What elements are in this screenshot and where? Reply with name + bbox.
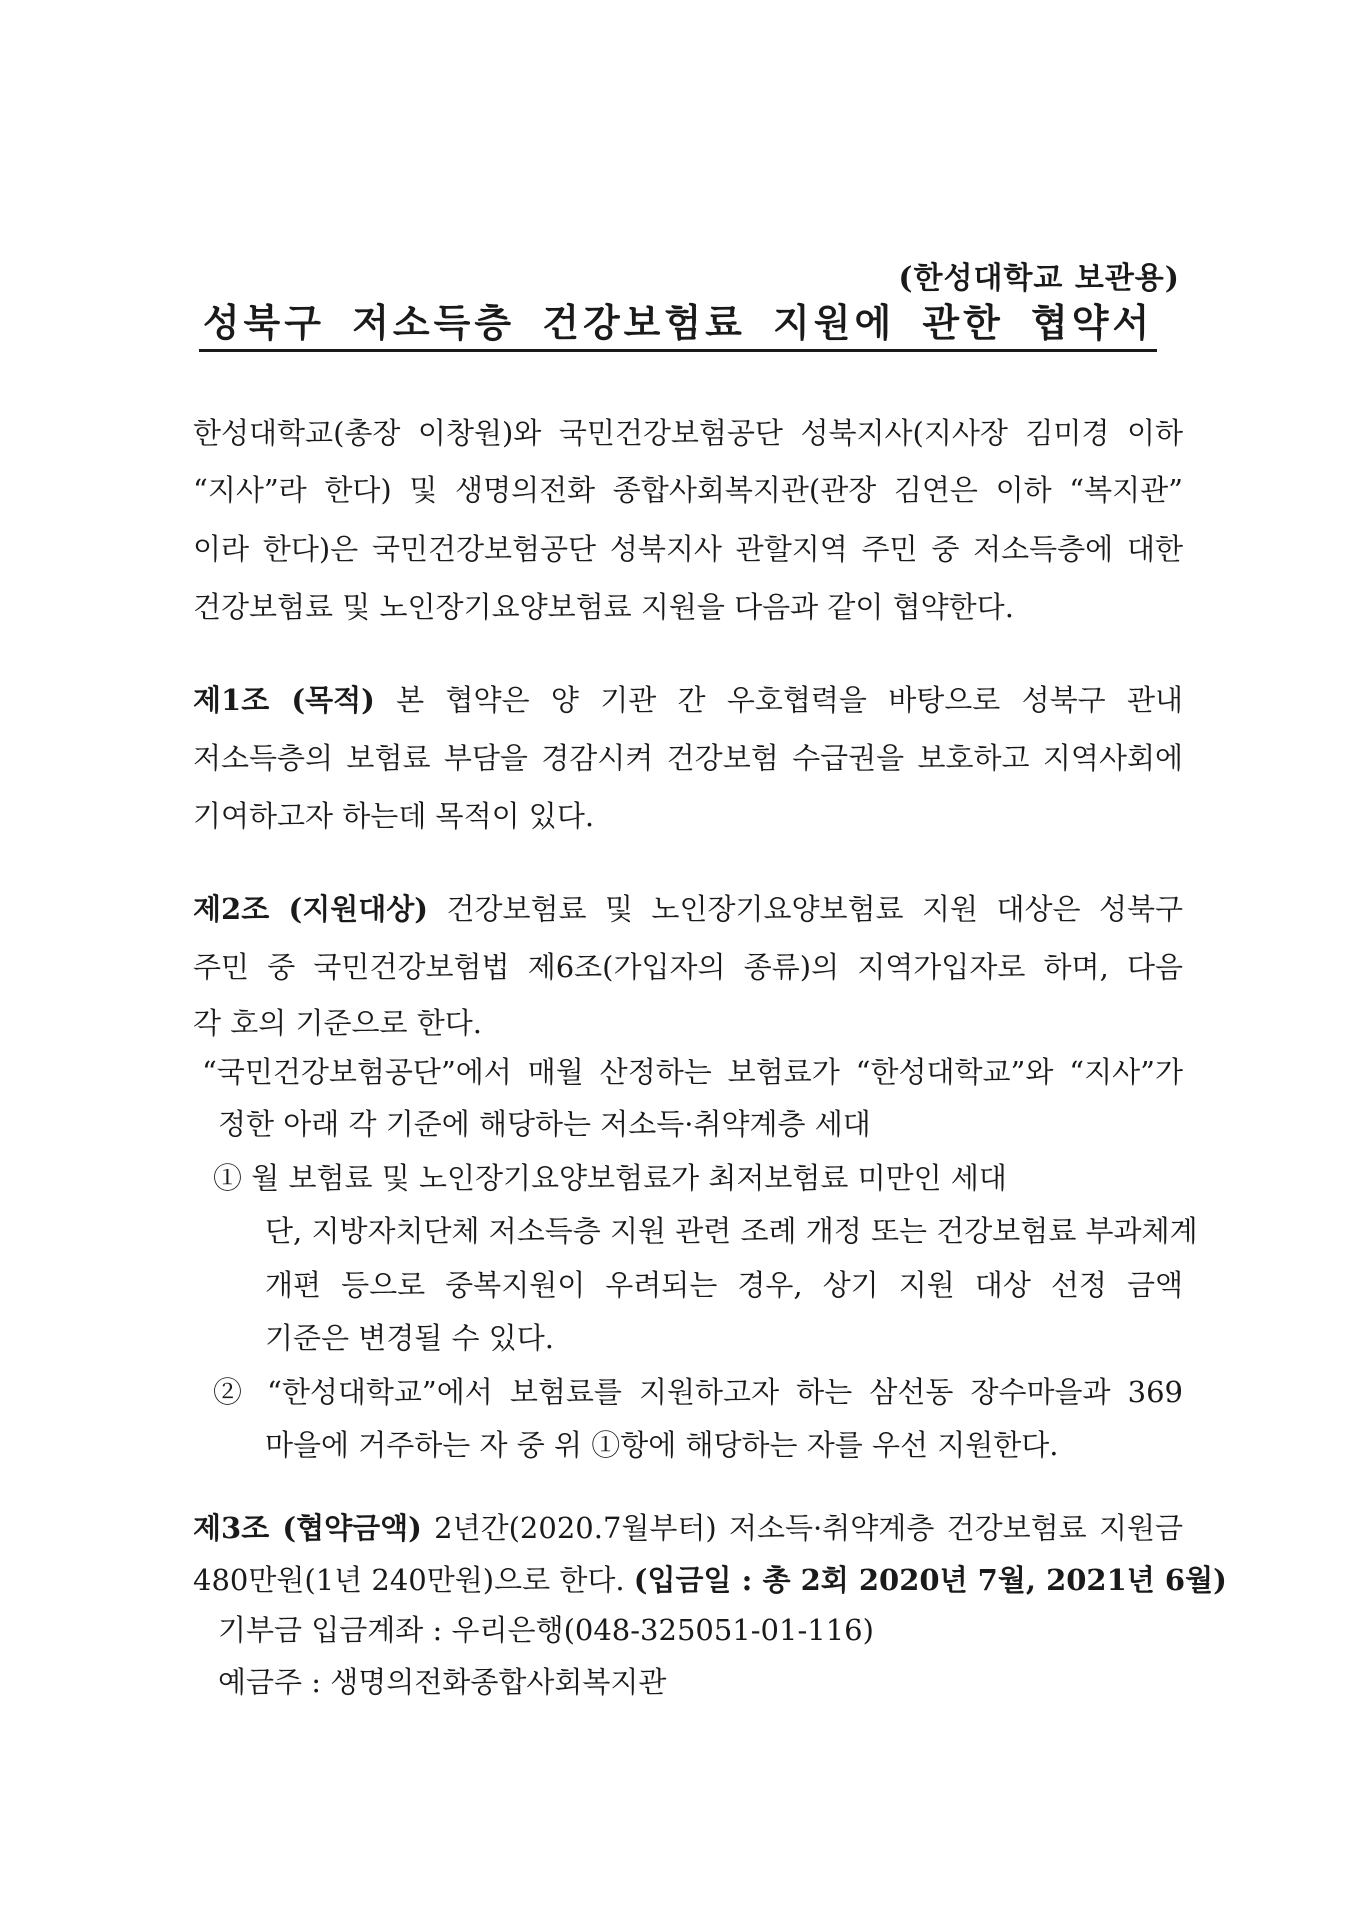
article3-heading: 제3조 (협약금액) <box>193 1511 422 1545</box>
article3-line-1-text: 2년간(2020.7월부터) 저소득·취약계층 건강보험료 지원금 <box>421 1511 1183 1545</box>
item1-sub-line-1: 단, 지방자치단체 저소득층 지원 관련 조례 개정 또는 건강보험료 부과체계 <box>265 1214 1198 1248</box>
article2-criteria-line-1: “국민건강보험공단”에서 매월 산정하는 보험료가 “한성대학교”와 “지사”가 <box>202 1055 1183 1089</box>
preamble-line-3: 이라 한다)은 국민건강보험공단 성북지사 관할지역 주민 중 저소득층에 대한 <box>193 532 1183 566</box>
article3-amount-text: 480만원(1년 240만원)으로 한다. <box>193 1563 634 1597</box>
article2-line-1-text: 건강보험료 및 노인장기요양보험료 지원 대상은 성북구 <box>428 892 1183 926</box>
article2-criteria-line-2: 정한 아래 각 기준에 해당하는 저소득·취약계층 세대 <box>218 1107 871 1141</box>
document-title <box>0 292 1356 347</box>
item1-sub-line-3: 기준은 변경될 수 있다. <box>265 1321 554 1355</box>
article3-line-2 <box>193 1560 1227 1600</box>
item1-marker: ① <box>213 1161 243 1195</box>
copy-note: (한성대학교 보관용) <box>898 261 1180 296</box>
article3-account-line: 기부금 입금계좌 : 우리은행(048-325051-01-116) <box>218 1613 874 1647</box>
article2-item1 <box>213 1158 1203 1198</box>
item1-text: 월 보험료 및 노인장기요양보험료가 최저보험료 미만인 세대 <box>251 1161 1007 1195</box>
item2-text: “한성대학교”에서 보험료를 지원하고자 하는 삼선동 장수마을과 369 <box>267 1375 1183 1409</box>
preamble-line-4: 건강보험료 및 노인장기요양보험료 지원을 다음과 같이 협약한다. <box>193 590 1014 624</box>
article1-line-3: 기여하고자 하는데 목적이 있다. <box>193 799 595 833</box>
item1-sub-line-2: 개편 등으로 중복지원이 우려되는 경우, 상기 지원 대상 선정 금액 <box>265 1268 1183 1302</box>
article1-line-2: 저소득층의 보험료 부담을 경감시켜 건강보험 수급권을 보호하고 지역사회에 <box>193 741 1183 775</box>
document-title-text: 성북구 저소득층 건강보험료 지원에 관한 협약서 <box>199 300 1157 352</box>
article2-heading: 제2조 (지원대상) <box>193 892 429 926</box>
item2-sub-line-1: 마을에 거주하는 자 중 위 ①항에 해당하는 자를 우선 지원한다. <box>265 1428 1059 1462</box>
preamble-line-1: 한성대학교(총장 이창원)와 국민건강보험공단 성북지사(지사장 김미경 이하 <box>193 416 1183 450</box>
preamble-line-2: “지사”라 한다) 및 생명의전화 종합사회복지관(관장 김연은 이하 “복지관” <box>193 473 1183 507</box>
article3-holder-line: 예금주 : 생명의전화종합사회복지관 <box>218 1665 667 1699</box>
item2-marker: ② <box>213 1375 250 1409</box>
article1-line-1 <box>193 680 1183 720</box>
article3-line-1 <box>193 1508 1183 1548</box>
article3-deposit-dates: (입금일 : 총 2회 2020년 7월, 2021년 6월) <box>633 1563 1227 1597</box>
article2-line-1 <box>193 889 1183 929</box>
article1-heading: 제1조 (목적) <box>193 683 375 717</box>
article2-line-2: 주민 중 국민건강보험법 제6조(가입자의 종류)의 지역가입자로 하며, 다음 <box>193 950 1183 984</box>
article1-line-1-text: 본 협약은 양 기관 간 우호협력을 바탕으로 성북구 관내 <box>374 683 1183 717</box>
article2-item2 <box>213 1372 1183 1412</box>
article2-line-3: 각 호의 기준으로 한다. <box>193 1006 482 1040</box>
